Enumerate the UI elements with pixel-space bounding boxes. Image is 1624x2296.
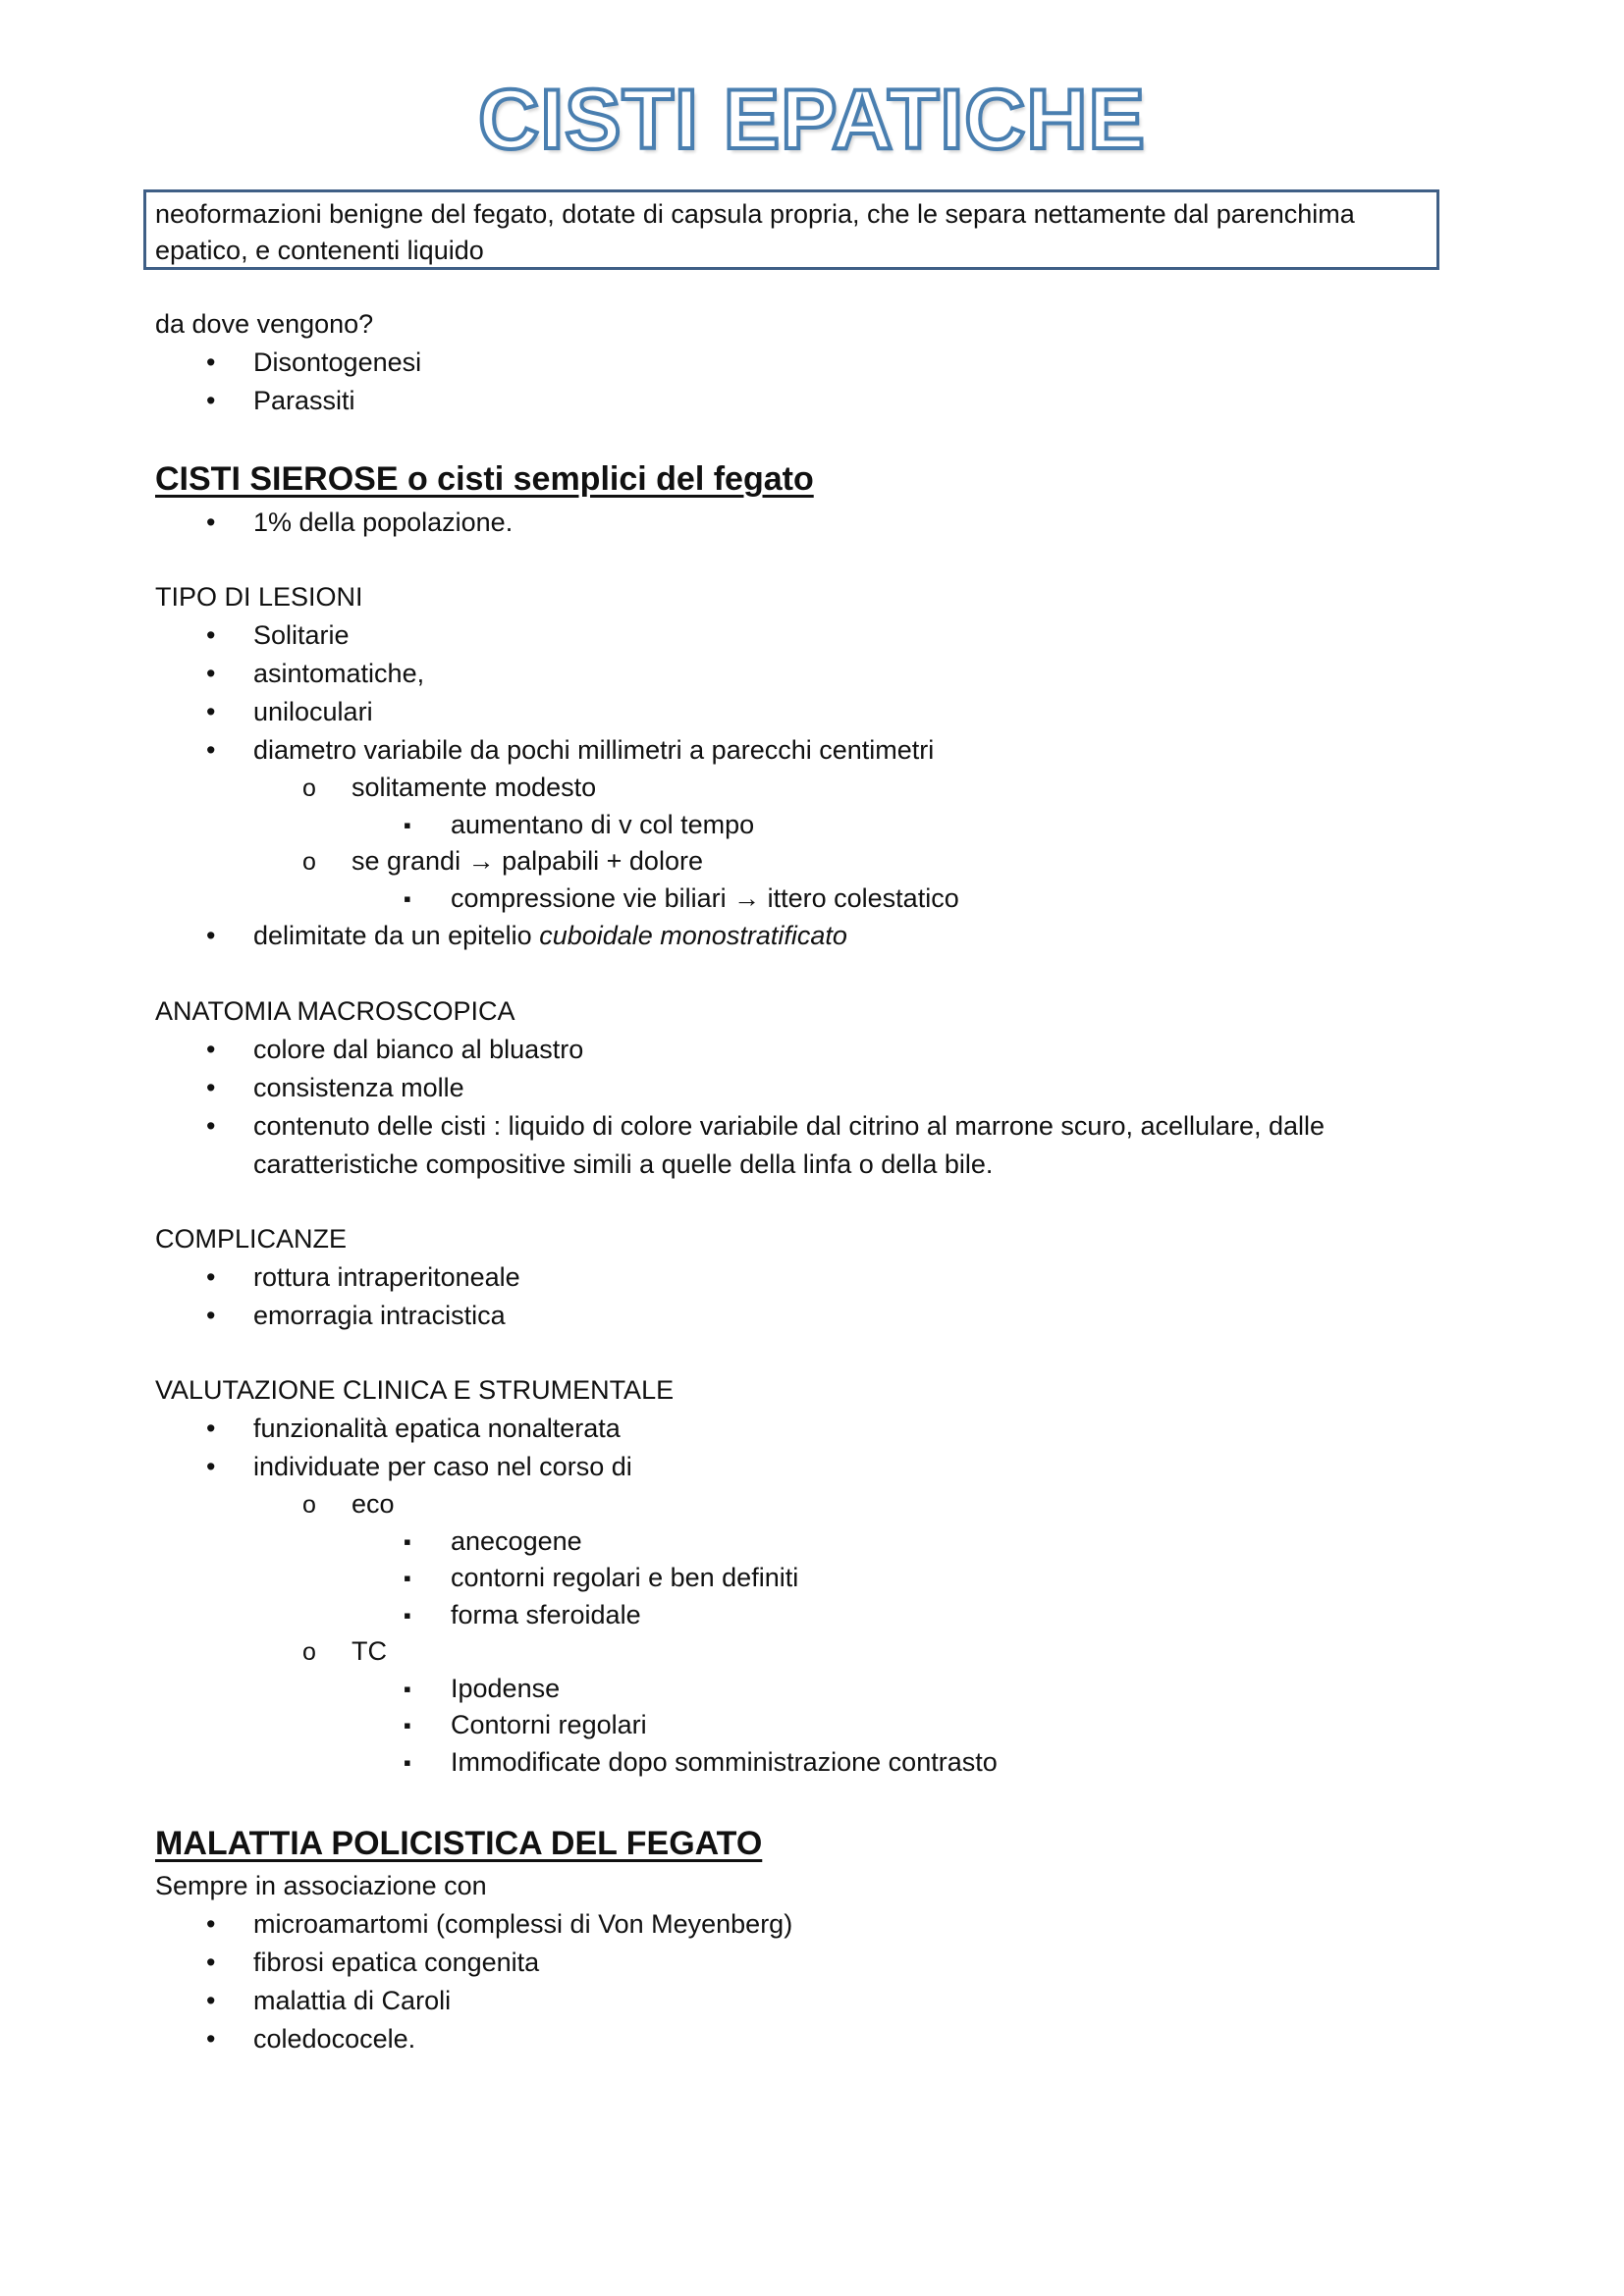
list-item: TC — [352, 1636, 387, 1666]
list-item: compressione vie biliari → ittero colestatico — [451, 883, 959, 913]
bullet-marker: • — [206, 1986, 216, 2015]
list-item: diametro variabile da pochi millimetri a parecchi centimetri — [253, 735, 935, 765]
bullet-marker: • — [206, 1301, 216, 1330]
circle-marker: o — [302, 774, 316, 802]
circle-marker: o — [302, 1638, 316, 1666]
list-item: fibrosi epatica congenita — [253, 1948, 540, 1977]
definition-box: neoformazioni benigne del fegato, dotate di capsula propria, che le separa nettamente dal parenchima epatico, e contenenti liquido — [143, 189, 1439, 270]
list-item: forma sferoidale — [451, 1600, 641, 1629]
subsection-label: TIPO DI LESIONI — [155, 582, 363, 612]
bullet-marker: • — [206, 1948, 216, 1977]
bullet-marker: • — [206, 697, 216, 726]
bullet-marker: • — [206, 2024, 216, 2054]
list-item: asintomatiche, — [253, 659, 425, 688]
bullet-marker: • — [206, 1414, 216, 1443]
list-item: rottura intraperitoneale — [253, 1262, 520, 1292]
polycystic-intro: Sempre in associazione con — [155, 1871, 487, 1900]
bullet-marker: • — [206, 1111, 216, 1141]
square-marker: ▪ — [404, 1529, 411, 1554]
origin-question: da dove vengono? — [155, 309, 374, 339]
bullet-marker: • — [206, 1909, 216, 1939]
list-item: Contorni regolari — [451, 1710, 647, 1739]
circle-marker: o — [302, 1491, 316, 1519]
bullet-marker: • — [206, 347, 216, 377]
list-item: individuate per caso nel corso di — [253, 1452, 632, 1481]
square-marker: ▪ — [404, 886, 411, 911]
list-item: colore dal bianco al bluastro — [253, 1035, 584, 1064]
subsection-label: COMPLICANZE — [155, 1224, 348, 1254]
list-item: contorni regolari e ben definiti — [451, 1563, 799, 1592]
list-item: consistenza molle — [253, 1073, 464, 1102]
section-heading-serous: CISTI SIEROSE o cisti semplici del fegato — [155, 460, 814, 498]
epithelium-prefix: delimitate da un epitelio — [253, 921, 540, 950]
list-item: malattia di Caroli — [253, 1986, 452, 2015]
bullet-marker: • — [206, 386, 216, 415]
subsection-label: VALUTAZIONE CLINICA E STRUMENTALE — [155, 1375, 675, 1405]
bullet-marker: • — [206, 1452, 216, 1481]
square-marker: ▪ — [404, 813, 411, 837]
subsection-label: ANATOMIA MACROSCOPICA — [155, 996, 515, 1026]
list-item: Parassiti — [253, 386, 355, 415]
bullet-marker: • — [206, 735, 216, 765]
list-item: se grandi → palpabili + dolore — [352, 846, 703, 876]
square-marker: ▪ — [404, 1713, 411, 1737]
bullet-marker: • — [206, 1035, 216, 1064]
list-item: coledococele. — [253, 2024, 416, 2054]
list-item: emorragia intracistica — [253, 1301, 506, 1330]
list-item: 1% della popolazione. — [253, 507, 514, 537]
bullet-marker: • — [206, 1073, 216, 1102]
bullet-marker: • — [206, 507, 216, 537]
bullet-marker: • — [206, 620, 216, 650]
section-heading-polycystic: MALATTIA POLICISTICA DEL FEGATO — [155, 1825, 763, 1862]
square-marker: ▪ — [404, 1750, 411, 1775]
list-item-continuation: caratteristiche compositive simili a quelle della linfa o della bile. — [253, 1149, 994, 1179]
list-item — [253, 918, 847, 954]
page-title: CISTI EPATICHE — [478, 73, 1146, 167]
square-marker: ▪ — [404, 1603, 411, 1628]
bullet-marker: • — [206, 659, 216, 688]
square-marker: ▪ — [404, 1566, 411, 1590]
list-item: Ipodense — [451, 1674, 561, 1703]
list-item: uniloculari — [253, 697, 373, 726]
list-item: contenuto delle cisti : liquido di colore variabile dal citrino al marrone scuro, acellulare, dalle — [253, 1111, 1326, 1141]
list-item: anecogene — [451, 1526, 582, 1556]
square-marker: ▪ — [404, 1677, 411, 1701]
circle-marker: o — [302, 848, 316, 876]
epithelium-type: cuboidale monostratificato — [539, 921, 847, 950]
list-item: aumentano di v col tempo — [451, 810, 755, 839]
list-item: Solitarie — [253, 620, 350, 650]
bullet-marker: • — [206, 1262, 216, 1292]
list-item: Immodificate dopo somministrazione contrasto — [451, 1747, 998, 1777]
list-item: microamartomi (complessi di Von Meyenberg) — [253, 1909, 793, 1939]
bullet-marker: • — [206, 921, 216, 950]
list-item: eco — [352, 1489, 395, 1519]
list-item: solitamente modesto — [352, 773, 597, 802]
list-item: funzionalità epatica nonalterata — [253, 1414, 621, 1443]
list-item: Disontogenesi — [253, 347, 422, 377]
